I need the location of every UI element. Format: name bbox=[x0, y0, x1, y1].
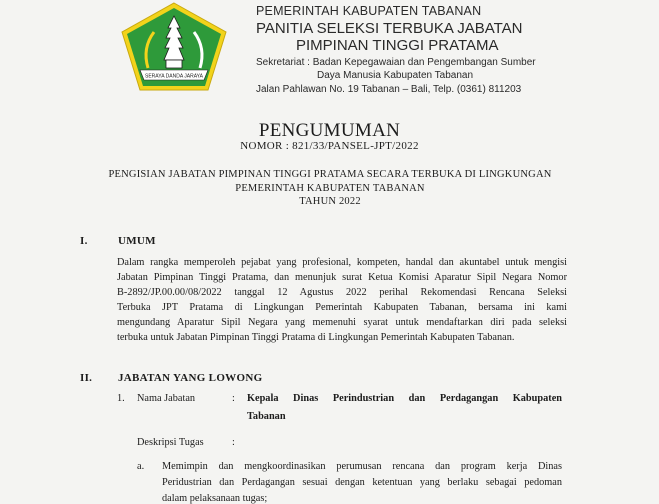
paragraph-line: Dalam rangka memperoleh pejabat yang profesional, kompeten, handal dan akuntabel untuk mengisi bbox=[117, 257, 567, 268]
letterhead-secretariat: Sekretariat : Badan Kepegawaian dan Pengembangan Sumber bbox=[256, 57, 536, 68]
position-name: Kepala Dinas Perindustrian dan Perdagangan Kabupaten bbox=[247, 393, 562, 404]
paragraph-line: mengundang Aparatur Sipil Negara yang memenuhi syarat untuk mendaftarkan diri pada seleksi bbox=[117, 317, 567, 328]
deskripsi-colon: : bbox=[232, 437, 235, 448]
section-title: JABATAN YANG LOWONG bbox=[118, 372, 263, 384]
letterhead-committee: PANITIA SELEKSI TERBUKA JABATAN bbox=[256, 20, 523, 37]
logo-ribbon-text: SERAYA DANDA JARAYA bbox=[145, 73, 203, 80]
letterhead-address: Jalan Pahlawan No. 19 Tabanan – Bali, Telp. (0361) 811203 bbox=[256, 84, 522, 95]
deskripsi-label: Deskripsi Tugas bbox=[137, 437, 204, 448]
paragraph-line: Jabatan Pimpinan Tinggi Pratama, dan menunjuk surat Ketua Komisi Aparatur Sipil Negara Nomor bbox=[117, 272, 567, 283]
position-name-continued: Tabanan bbox=[247, 411, 286, 422]
item-label: Nama Jabatan bbox=[137, 393, 196, 404]
letterhead-committee-2: PIMPINAN TINGGI PRATAMA bbox=[296, 37, 499, 54]
item-number: 1. bbox=[117, 393, 125, 404]
paragraph-line: Terbuka JPT Pratama di Lingkungan Pemerintah Kabupaten Tabanan, bersama ini kami bbox=[117, 302, 567, 313]
section-heading-umum bbox=[80, 235, 156, 247]
paragraph-line: terbuka untuk Jabatan Pimpinan Tinggi Pratama di Lingkungan Pemerintah Kabupaten Tabanan. bbox=[117, 332, 515, 343]
letterhead-secretariat-2: Daya Manusia Kabupaten Tabanan bbox=[317, 70, 474, 81]
task-line: dalam pelaksanaan tugas; bbox=[162, 493, 268, 504]
section-heading-jabatan bbox=[80, 372, 262, 384]
document-subject bbox=[40, 168, 620, 209]
item-colon: : bbox=[232, 393, 235, 404]
subject-line: PEMERINTAH KABUPATEN TABANAN bbox=[235, 182, 425, 194]
task-line: Peridustrian dan Perdagangan sesuai dengan ketentuan yang berlaku sebagai pedoman bbox=[162, 477, 562, 488]
subject-line: PENGISIAN JABATAN PIMPINAN TINGGI PRATAMA SECARA TERBUKA DI LINGKUNGAN bbox=[108, 169, 552, 180]
letterhead-government: PEMERINTAH KABUPATEN TABANAN bbox=[256, 4, 482, 18]
task-letter: a. bbox=[137, 461, 145, 472]
section-umum-paragraph bbox=[117, 255, 567, 345]
section-number: II. bbox=[80, 372, 93, 384]
section-title: UMUM bbox=[118, 235, 156, 247]
tabanan-regency-logo bbox=[120, 2, 228, 98]
document-title: PENGUMUMAN bbox=[258, 120, 401, 141]
document-number: NOMOR : 821/33/PANSEL-JPT/2022 bbox=[240, 140, 419, 152]
paragraph-line: B-2892/JP.00.00/08/2022 tanggal 12 Agustus 2022 perihal Rekomendasi Rencana Seleksi bbox=[117, 287, 567, 298]
subject-line: TAHUN 2022 bbox=[299, 196, 361, 207]
task-line: Memimpin dan mengkoordinasikan perumusan rencana dan program kerja Dinas bbox=[162, 461, 562, 472]
section-number: I. bbox=[80, 235, 88, 247]
